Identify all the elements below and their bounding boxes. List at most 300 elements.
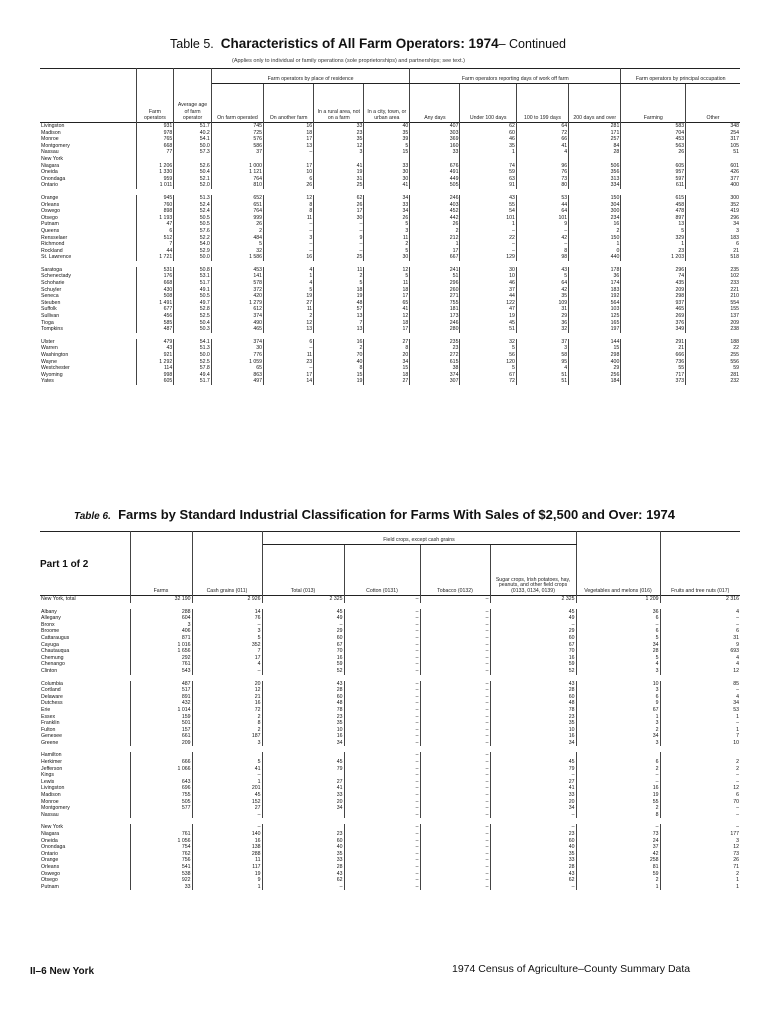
table-cell: –: [344, 615, 420, 622]
table-cell: 2: [264, 313, 314, 320]
county-name: Monroe: [40, 136, 136, 143]
table-cell: –: [420, 799, 490, 806]
table-cell: 2: [192, 727, 262, 734]
table-cell: 611: [621, 182, 686, 189]
table-row: [40, 215, 740, 222]
table-cell: –: [576, 772, 660, 779]
table-cell: 157: [130, 727, 192, 734]
table-cell: 761: [130, 661, 192, 668]
table-cell: 1 656: [130, 648, 192, 655]
table-cell: 612: [211, 306, 263, 313]
county-name: Livingston: [40, 123, 136, 130]
table-cell: –: [192, 622, 262, 629]
table6-title: [74, 507, 675, 522]
table-cell: 101: [516, 215, 568, 222]
table-row: [40, 785, 740, 792]
table-cell: 109: [516, 300, 568, 307]
table-row: [40, 628, 740, 635]
table-cell: 50.4: [174, 320, 212, 327]
table-cell: 5: [314, 280, 364, 287]
table-cell: 23: [621, 248, 686, 255]
table-cell: –: [736, 772, 739, 779]
table-cell: 73: [516, 176, 568, 183]
table5-title-suffix: – Continued: [498, 37, 567, 51]
table-cell: 32: [516, 326, 568, 333]
table-cell: 34: [364, 208, 410, 215]
county-name: Chenango: [40, 661, 130, 668]
table-cell: 10: [460, 273, 516, 280]
table-cell: 43: [490, 681, 576, 688]
table-cell: 508: [136, 293, 174, 300]
table-cell: 260: [410, 287, 460, 294]
table-cell: 52.5: [174, 313, 212, 320]
table-row: [40, 221, 740, 228]
table-cell: 4: [736, 654, 739, 661]
table-row: [40, 241, 740, 248]
table-cell: 6: [264, 339, 314, 346]
county-name: Otsego: [40, 877, 130, 884]
table-row: [40, 805, 740, 812]
table-cell: 41: [192, 766, 262, 773]
table-cell: 605: [621, 163, 686, 170]
table-cell: 79: [262, 766, 344, 773]
table-cell: 141: [211, 273, 263, 280]
table-cell: 18: [364, 372, 410, 379]
table-cell: 601: [730, 162, 739, 169]
table-cell: 6: [576, 694, 660, 701]
table-cell: –: [420, 661, 490, 668]
table-cell: 420: [211, 293, 263, 300]
table-cell: 70: [733, 798, 739, 805]
table-cell: –: [736, 615, 739, 622]
table-cell: 2: [576, 805, 660, 812]
table-cell: 6: [136, 228, 174, 235]
table-cell: 21: [733, 247, 739, 254]
t6-col-sugar-other: Sugar crops, Irish potatoes, hay, peanuts, and other field crops (0133, 0134, 0139): [490, 545, 576, 596]
table-cell: 6: [576, 615, 660, 622]
table-cell: 53: [733, 706, 739, 713]
table-cell: 272: [410, 352, 460, 359]
table-cell: 2: [736, 759, 739, 766]
table-cell: –: [344, 871, 420, 878]
table-cell: 31: [314, 176, 364, 183]
table-cell: 369: [410, 136, 460, 143]
table-cell: 34: [576, 642, 660, 649]
table-cell: 32: [460, 339, 516, 346]
table-cell: –: [344, 799, 420, 806]
table-cell: 16: [576, 785, 660, 792]
table-cell: 34: [733, 221, 739, 228]
table-cell: 183: [569, 287, 621, 294]
table-cell: 235: [410, 339, 460, 346]
table-cell: 221: [730, 286, 739, 293]
table-cell: 125: [569, 313, 621, 320]
table-cell: –: [420, 759, 490, 766]
table-cell: 52: [262, 668, 344, 675]
table-cell: 426: [730, 169, 739, 176]
table-cell: –: [344, 720, 420, 727]
county-name: Schenectady: [40, 273, 136, 280]
table-cell: –: [192, 772, 262, 779]
table-cell: 406: [130, 628, 192, 635]
table-cell: 150: [569, 195, 621, 202]
table-cell: 171: [569, 130, 621, 137]
table-cell: 2: [211, 228, 263, 235]
table-cell: –: [344, 609, 420, 616]
table-cell: 959: [136, 176, 174, 183]
table-cell: 449: [410, 176, 460, 183]
table-cell: 49: [262, 615, 344, 622]
table-cell: 138: [192, 844, 262, 851]
table-cell: –: [344, 714, 420, 721]
table-cell: 37: [460, 287, 516, 294]
table-cell: 209: [130, 740, 192, 747]
table-cell: –: [264, 248, 314, 255]
table-cell: 188: [730, 338, 739, 345]
table-cell: 288: [130, 609, 192, 616]
table-cell: [211, 156, 263, 163]
table-cell: 91: [460, 182, 516, 189]
county-name: Saratoga: [40, 267, 136, 274]
table-cell: 269: [621, 313, 686, 320]
table-cell: 19: [314, 293, 364, 300]
table-cell: 50.5: [174, 293, 212, 300]
table-cell: –: [264, 228, 314, 235]
table-cell: 19: [264, 293, 314, 300]
county-name: New York, total: [40, 596, 130, 603]
table-cell: 661: [130, 733, 192, 740]
table-cell: 5: [364, 143, 410, 150]
t5-col-other: Other: [706, 115, 720, 122]
table-cell: –: [344, 838, 420, 845]
table-cell: 28: [490, 687, 576, 694]
table-cell: 34: [576, 733, 660, 740]
table-cell: 300: [569, 208, 621, 215]
page-footer-right: 1974 Census of Agriculture–County Summary Data: [452, 963, 691, 975]
table-cell: 23: [314, 130, 364, 137]
table-cell: 16: [569, 221, 621, 228]
table-cell: 4: [264, 267, 314, 274]
table-cell: –: [420, 851, 490, 858]
table-cell: 6: [264, 176, 314, 183]
table-cell: 23: [264, 359, 314, 366]
county-name: Clinton: [40, 668, 130, 675]
table-row: [40, 300, 740, 307]
table-cell: –: [420, 740, 490, 747]
table-cell: 1 193: [136, 215, 174, 222]
table-cell: 505: [410, 182, 460, 189]
table-cell: 59: [576, 871, 660, 878]
table-cell: 62: [490, 877, 576, 884]
table-cell: [660, 752, 740, 759]
table-cell: –: [420, 642, 490, 649]
table-cell: 201: [192, 785, 262, 792]
table-cell: 1 279: [211, 300, 263, 307]
county-name: Fulton: [40, 727, 130, 734]
table-cell: 74: [460, 163, 516, 170]
table-cell: [490, 752, 576, 759]
table-cell: 197: [569, 326, 621, 333]
table-cell: –: [490, 622, 576, 629]
table-cell: –: [344, 877, 420, 884]
county-name: Orange: [40, 857, 130, 864]
table-cell: –: [344, 642, 420, 649]
table-cell: 51: [516, 378, 568, 385]
table-cell: [686, 156, 740, 163]
table-cell: –: [420, 668, 490, 675]
table-row: [40, 195, 740, 202]
table-cell: 2: [576, 766, 660, 773]
table-cell: –: [420, 635, 490, 642]
table-cell: 1: [410, 241, 460, 248]
table-cell: 16: [262, 733, 344, 740]
table-cell: 8: [576, 812, 660, 819]
table-cell: 736: [621, 359, 686, 366]
table-cell: 37: [211, 149, 263, 156]
table-cell: 33: [130, 884, 192, 891]
county-name: Westchester: [40, 365, 136, 372]
table-cell: 155: [730, 306, 739, 313]
table6-title-prefix: Table 6.: [74, 511, 111, 522]
table-cell: 43: [460, 195, 516, 202]
table-cell: 497: [211, 378, 263, 385]
table-cell: –: [314, 241, 364, 248]
table-cell: 178: [569, 267, 621, 274]
table-row: [40, 339, 740, 346]
table-cell: 238: [730, 326, 739, 333]
table-cell: 745: [211, 123, 263, 130]
table-row: [40, 169, 740, 176]
table-cell: –: [516, 241, 568, 248]
county-name: Nassau: [40, 812, 130, 819]
table-cell: 21: [192, 694, 262, 701]
table-cell: 32 190: [130, 596, 192, 603]
table-cell: –: [420, 707, 490, 714]
table-cell: 59: [460, 169, 516, 176]
table-row: [40, 877, 740, 884]
table-cell: 57: [314, 306, 364, 313]
table-cell: 15: [569, 345, 621, 352]
county-name: Hamilton: [40, 752, 130, 759]
table-cell: –: [736, 621, 739, 628]
table-cell: 281: [730, 371, 739, 378]
table-cell: 764: [211, 208, 263, 215]
table-cell: 53.1: [174, 273, 212, 280]
table-cell: –: [344, 805, 420, 812]
table-cell: –: [344, 740, 420, 747]
table-cell: –: [460, 241, 516, 248]
t5-col-operators: Farm operators: [136, 69, 174, 123]
county-name: Bronx: [40, 622, 130, 629]
table-cell: –: [344, 700, 420, 707]
table-cell: 23: [262, 714, 344, 721]
county-name: Montgomery: [40, 805, 130, 812]
table-row: [40, 149, 740, 156]
table-cell: 22: [733, 345, 739, 352]
table-cell: 246: [410, 320, 460, 327]
table-cell: 140: [192, 831, 262, 838]
table-cell: 517: [130, 687, 192, 694]
table-cell: 3: [516, 345, 568, 352]
table-cell: –: [420, 884, 490, 891]
county-name: Niagara: [40, 163, 136, 170]
t5-col-farming: Farming: [621, 84, 686, 123]
table-cell: –: [420, 844, 490, 851]
table-cell: 51: [733, 149, 739, 156]
table-cell: 51.7: [174, 378, 212, 385]
table-cell: –: [344, 857, 420, 864]
table-cell: 298: [621, 293, 686, 300]
table-cell: –: [736, 720, 739, 727]
table-cell: –: [420, 615, 490, 622]
table-cell: 40: [490, 844, 576, 851]
table-cell: 103: [569, 306, 621, 313]
table-cell: 51.7: [174, 123, 212, 130]
table-cell: 7: [736, 733, 739, 740]
table-cell: 377: [730, 175, 739, 182]
table-cell: 41: [364, 182, 410, 189]
table-cell: 53: [516, 195, 568, 202]
table-cell: 8: [364, 345, 410, 352]
table-cell: 144: [569, 339, 621, 346]
table-cell: 70: [314, 352, 364, 359]
table-cell: 256: [569, 372, 621, 379]
table-cell: 78: [490, 707, 576, 714]
table-row: [40, 707, 740, 714]
table-cell: 2: [569, 228, 621, 235]
table-cell: –: [420, 596, 490, 603]
t5-col-on-farm: On farm operated: [211, 84, 263, 123]
table-cell: –: [344, 681, 420, 688]
table-cell: 556: [730, 358, 739, 365]
county-name: Madison: [40, 792, 130, 799]
t5-group-residence: Farm operators by place of residence: [211, 69, 409, 84]
table-cell: 7: [136, 241, 174, 248]
table-row: [40, 202, 740, 209]
table-cell: 255: [730, 352, 739, 358]
table-cell: 17: [364, 293, 410, 300]
table-cell: 30: [211, 345, 263, 352]
table-cell: –: [420, 720, 490, 727]
table-row: [40, 622, 740, 629]
table-cell: 58: [516, 352, 568, 359]
table-cell: 17: [410, 248, 460, 255]
county-name: Queens: [40, 228, 136, 235]
table-cell: 67: [262, 642, 344, 649]
county-name: Orleans: [40, 202, 136, 209]
county-name: Steuben: [40, 300, 136, 307]
table-cell: 11: [264, 215, 314, 222]
table-cell: 37: [516, 339, 568, 346]
table-cell: 761: [130, 831, 192, 838]
table-row: [40, 824, 740, 831]
table-cell: 5: [364, 221, 410, 228]
table-cell: 50.4: [174, 169, 212, 176]
table-cell: 209: [621, 287, 686, 294]
table-cell: 5: [576, 635, 660, 642]
table-row: [40, 280, 740, 287]
table-cell: 64: [516, 280, 568, 287]
table-cell: 6: [736, 628, 739, 635]
table-cell: 541: [130, 864, 192, 871]
table-cell: 17: [264, 136, 314, 143]
county-name: Schoharie: [40, 280, 136, 287]
table-cell: 34: [262, 805, 344, 812]
table-cell: 478: [621, 208, 686, 215]
table-cell: 9: [736, 641, 739, 648]
table-cell: 16: [490, 733, 576, 740]
table-cell: 23: [410, 345, 460, 352]
table-cell: 50.0: [174, 352, 212, 359]
table-cell: 16: [490, 655, 576, 662]
table-cell: 2: [576, 877, 660, 884]
t5-col-urban: In a city, town, or urban area: [364, 84, 410, 123]
table-cell: 755: [410, 300, 460, 307]
table-cell: –: [490, 824, 576, 831]
table-cell: 501: [130, 720, 192, 727]
table-cell: –: [420, 681, 490, 688]
table-cell: –: [344, 812, 420, 819]
table-cell: 586: [211, 143, 263, 150]
table-cell: 49.1: [174, 287, 212, 294]
table-row: [40, 273, 740, 280]
table-cell: 173: [410, 313, 460, 320]
table-row: [40, 326, 740, 333]
table-cell: 300: [730, 194, 739, 201]
table-cell: 54.0: [174, 241, 212, 248]
county-name: Greene: [40, 740, 130, 747]
table-cell: 20: [192, 681, 262, 688]
table-cell: –: [420, 648, 490, 655]
county-name: Herkimer: [40, 759, 130, 766]
table-cell: 15: [364, 149, 410, 156]
table-cell: 999: [211, 215, 263, 222]
table-cell: 16: [264, 123, 314, 130]
table-cell: –: [344, 759, 420, 766]
county-name: Cortland: [40, 687, 130, 694]
table-cell: 435: [621, 280, 686, 287]
table-cell: –: [420, 687, 490, 694]
table-cell: 78: [262, 707, 344, 714]
table-cell: 296: [730, 214, 739, 221]
table-cell: 15: [314, 372, 364, 379]
county-name: Rensselaer: [40, 235, 136, 242]
table-cell: –: [420, 824, 490, 831]
table5-subtitle: (Applies only to individual or family operations (sole proprietorships) and partnerships; see text.): [232, 58, 465, 64]
table-cell: 66: [516, 136, 568, 143]
table-cell: 2 325: [490, 596, 576, 603]
table-cell: 2: [410, 228, 460, 235]
table-cell: –: [420, 609, 490, 616]
table-row: [40, 143, 740, 150]
table-cell: 998: [136, 372, 174, 379]
table-cell: 33: [364, 163, 410, 170]
table-cell: 37: [576, 844, 660, 851]
table-cell: 43: [516, 267, 568, 274]
table-cell: 38: [410, 365, 460, 372]
table-cell: 27: [264, 300, 314, 307]
table-cell: –: [420, 766, 490, 773]
table-cell: 72: [192, 707, 262, 714]
table-cell: 35: [262, 720, 344, 727]
table-cell: 16: [192, 838, 262, 845]
table-row: [40, 642, 740, 649]
t6-col-cash-grains: Cash grains (011): [192, 532, 262, 596]
table-cell: 7: [314, 320, 364, 327]
table-cell: 754: [130, 844, 192, 851]
table-cell: 668: [136, 143, 174, 150]
table-cell: 34: [490, 805, 576, 812]
